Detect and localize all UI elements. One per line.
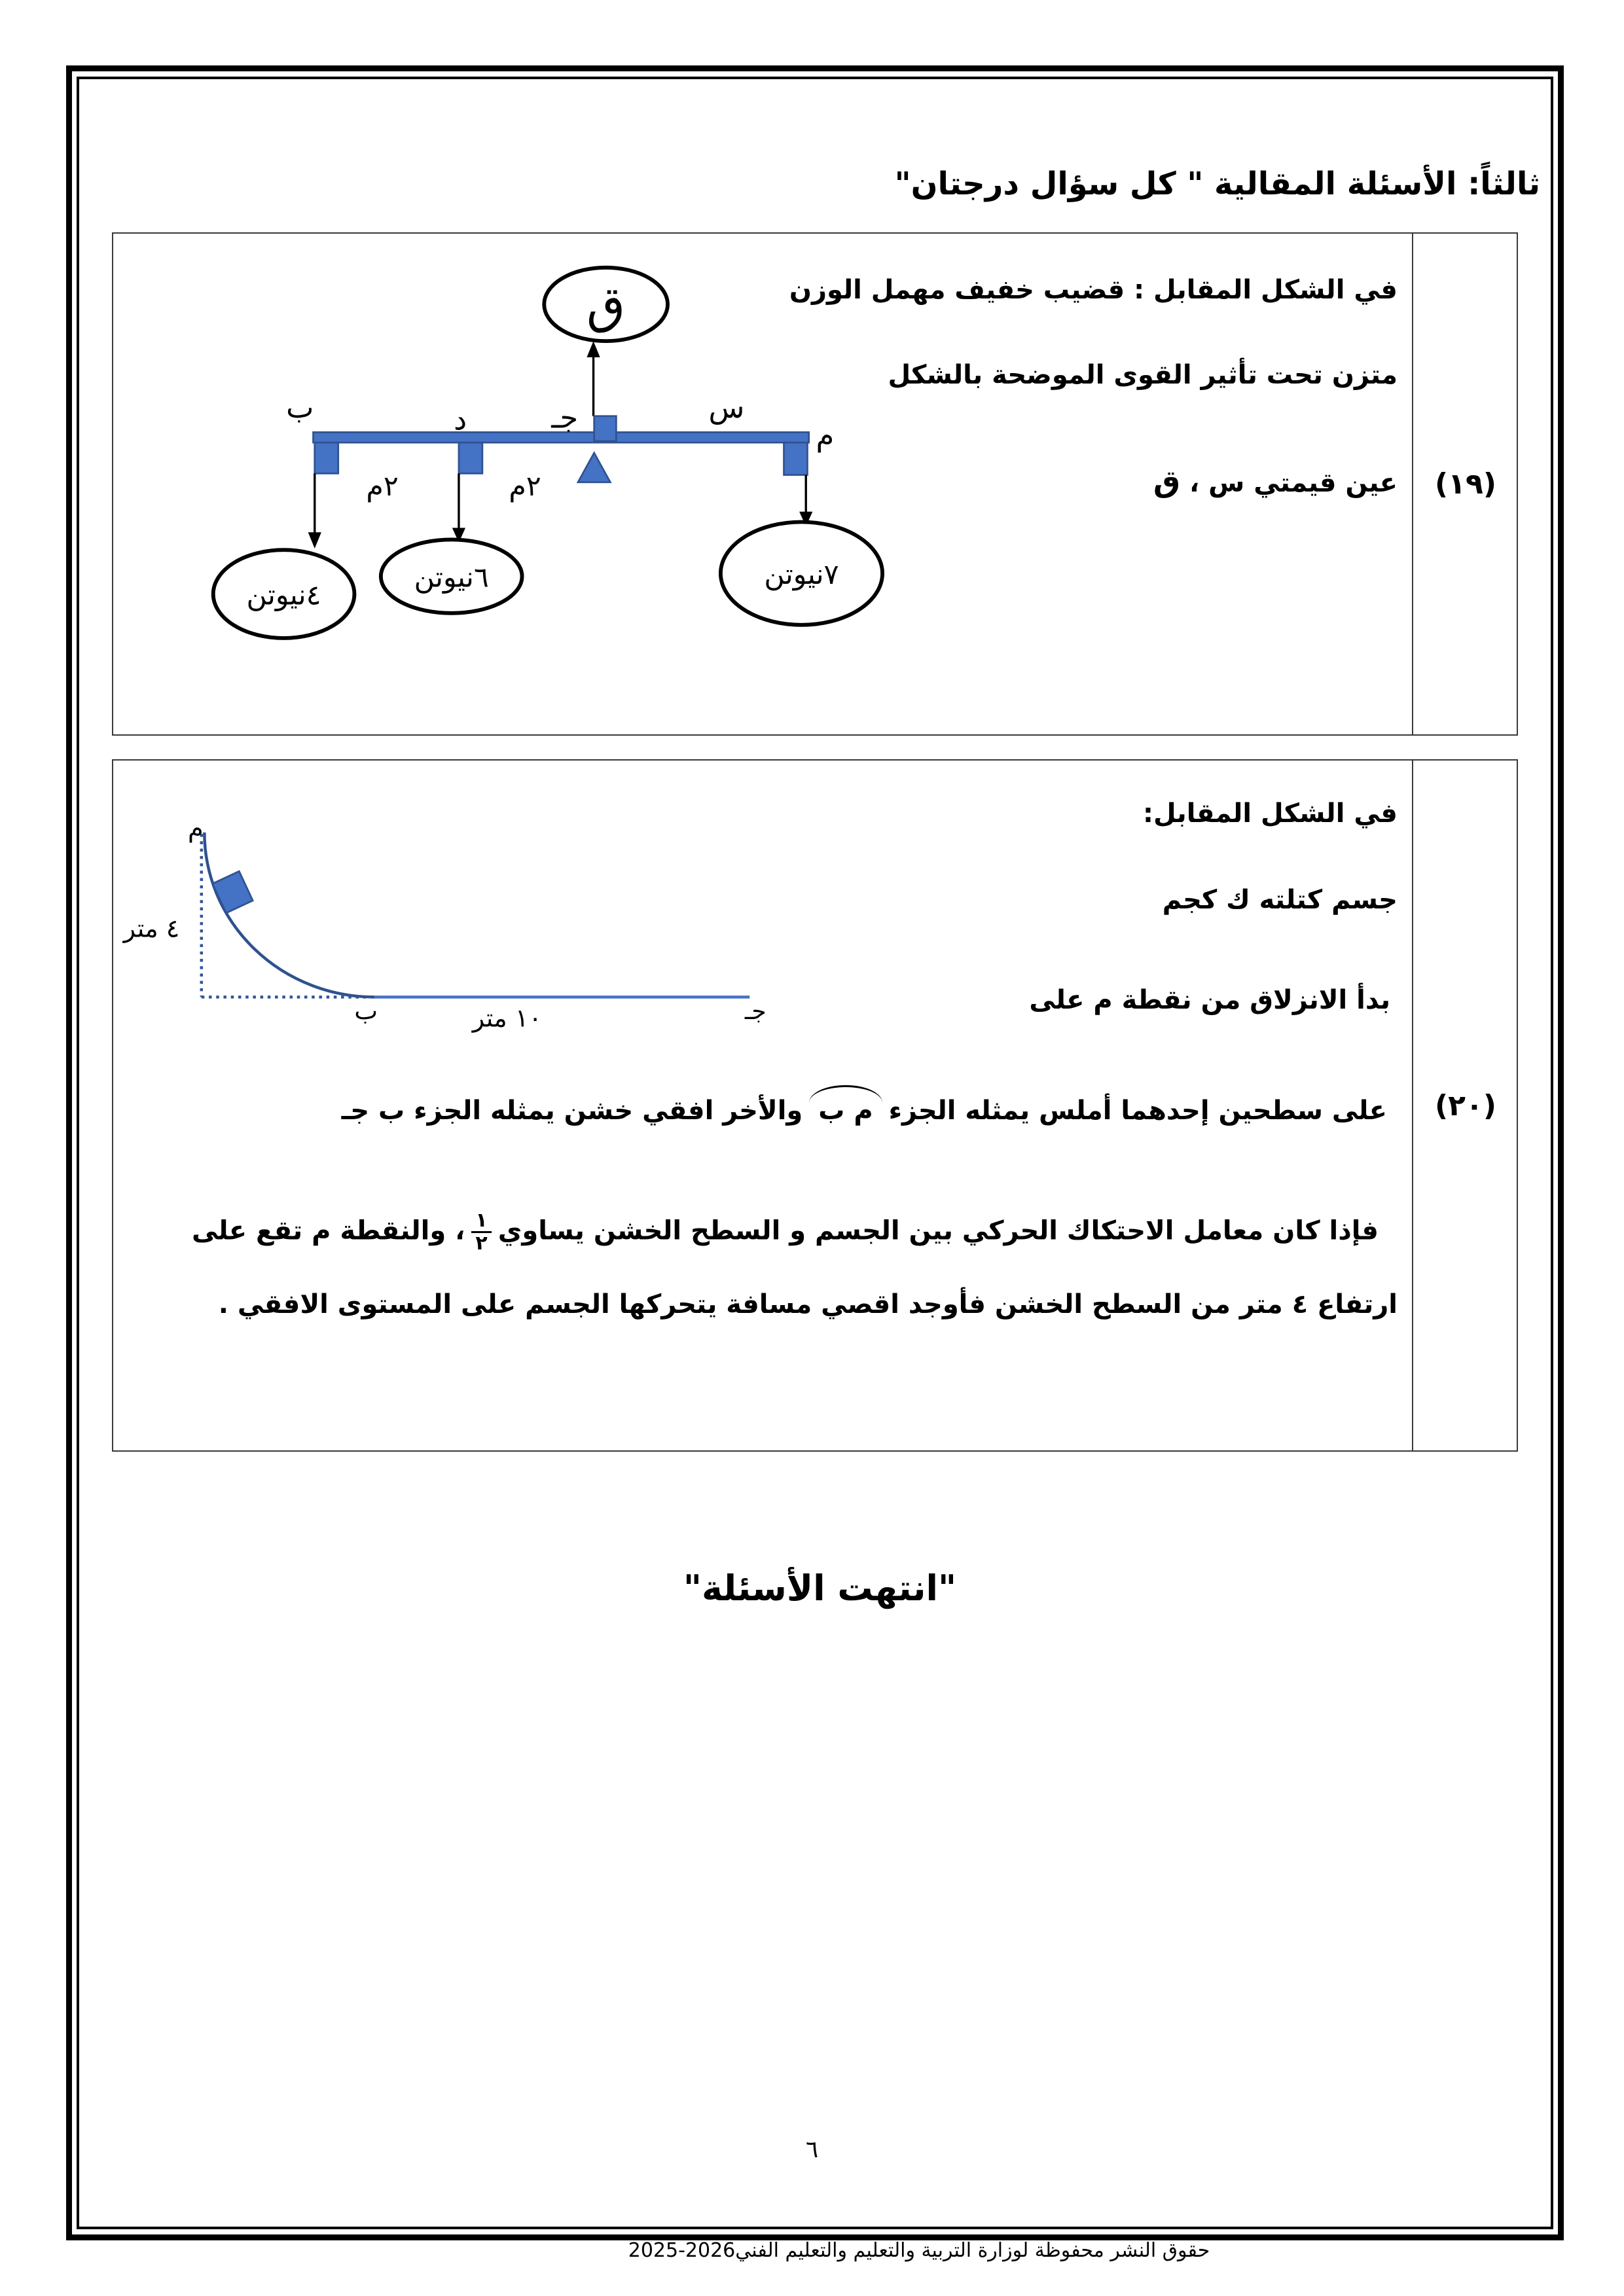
force-b-value: ٤نيوتن [246, 579, 321, 612]
rod-block-a [784, 442, 808, 475]
line-4-after-arc: والأخر افقي خشن يمثله الجزء ب جـ [341, 1096, 803, 1126]
rod-block-j [594, 416, 617, 441]
question-20-line-3: بدأ الانزلاق من نقطة م على [1029, 985, 1390, 1015]
distance-bd-label: ٢م [366, 470, 399, 503]
section-title: ثالثاً: الأسئلة المقالية " كل سؤال درجتان" [894, 166, 1540, 202]
copyright-footer: حقوق النشر محفوظة لوزارة التربية والتعليم والتعليم الفني2026-2025 [628, 2239, 1210, 2262]
question-19-line-3 [1153, 463, 1398, 501]
point-a-label: م [816, 418, 835, 453]
sliding-body [213, 871, 253, 913]
pivot-triangle [578, 453, 610, 482]
rod-block-b [315, 442, 338, 473]
arc-segment-ab: م ب [812, 1093, 879, 1128]
slide-point-b-label: ب [354, 996, 378, 1026]
force-d-value: ٦نيوتن [414, 561, 489, 594]
slide-point-a-label: م [188, 814, 204, 843]
force-b-arrowhead [308, 532, 321, 548]
point-j-label: جـ [551, 400, 579, 435]
page-number: ٦ [805, 2136, 819, 2163]
question-20-number: (٢٠) [1412, 759, 1518, 1452]
question-20-line-6: ارتفاع ٤ متر من السطح الخشن فأوجد اقصي مسافة يتحركها الجسم على المستوى الافقي . [218, 1289, 1398, 1319]
question-20-line-2: جسم كتلته ك كجم [1162, 885, 1398, 915]
rod-block-d [459, 442, 482, 473]
length-label: ١٠ متر [472, 1003, 542, 1033]
force-a-value: ٧نيوتن [764, 558, 839, 591]
question-19-line-2: متزن تحت تأثير القوى الموضحة بالشكل [888, 360, 1398, 390]
friction-coefficient-fraction [471, 1210, 491, 1254]
unknown-distance-label: س [708, 389, 745, 425]
force-q-symbol: ق [1153, 463, 1181, 499]
line-5-after-fraction: ، والنقطة م تقع على [191, 1215, 465, 1246]
end-of-questions: "انتهت الأسئلة" [683, 1568, 957, 1609]
smooth-curved-surface [204, 833, 374, 997]
point-b-label: ب [286, 389, 314, 425]
question-20-line-5 [192, 1210, 1379, 1254]
height-label: ٤ متر [123, 914, 180, 943]
distance-dj-label: ٢م [509, 470, 541, 503]
question-19-line-1: في الشكل المقابل : قضيب خفيف مهمل الوزن [789, 275, 1398, 305]
question-20-line-4 [342, 1093, 1387, 1128]
slide-point-c-label: جـ [744, 998, 767, 1026]
question-19-line-3-text: عين قيمتي س ، [1180, 468, 1398, 498]
point-d-label: د [454, 401, 467, 437]
force-q-label: ق [586, 276, 626, 334]
fraction-denominator: ٢ [475, 1232, 488, 1255]
line-5-before-fraction: فإذا كان معامل الاحتكاك الحركي بين الجسم و السطح الخشن يساوي [497, 1215, 1379, 1246]
question-20-line-1: في الشكل المقابل: [1143, 798, 1398, 829]
upward-force-arrowhead [586, 341, 600, 357]
slide-diagram [115, 809, 776, 1037]
question-19-number: (١٩) [1412, 232, 1518, 736]
lever-diagram [191, 257, 912, 662]
fraction-numerator: ١ [471, 1210, 491, 1233]
line-4-before-arc: على سطحين إحدهما أملس يمثله الجزء [888, 1096, 1387, 1126]
